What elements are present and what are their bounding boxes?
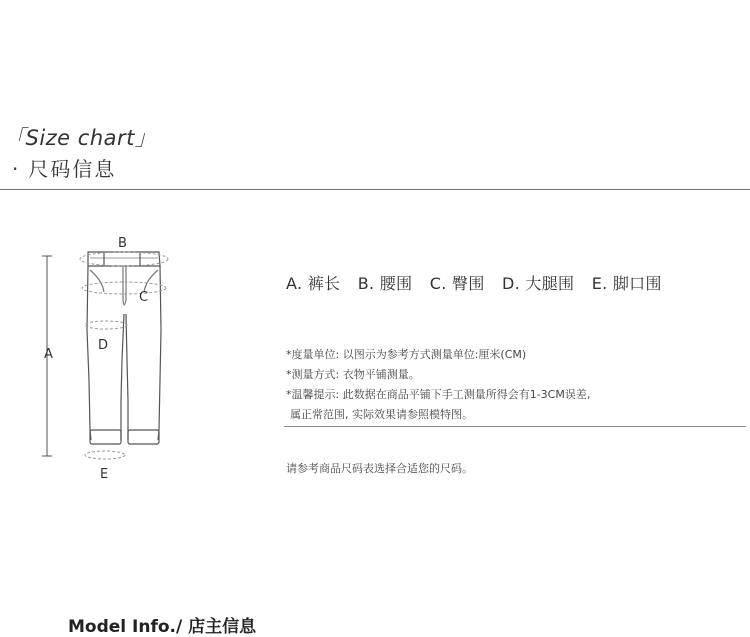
legend-item-length: A. 裤长 bbox=[286, 274, 341, 293]
size-chart-title-en: 「Size chart」 bbox=[4, 126, 157, 150]
notes-divider bbox=[284, 426, 746, 427]
measurement-legend bbox=[286, 271, 674, 294]
hip-measure-ellipse bbox=[82, 282, 166, 294]
model-info-heading: Model Info./ 店主信息 bbox=[68, 617, 257, 637]
trousers-diagram bbox=[30, 230, 200, 490]
hem-measure-ellipse bbox=[85, 451, 125, 459]
waist-measure-ellipse bbox=[80, 252, 168, 266]
note-tip-continued: 属正常范围, 实际效果请参照模特图。 bbox=[290, 408, 473, 421]
label-e: E bbox=[100, 467, 109, 482]
size-chart-title-cn bbox=[12, 153, 116, 182]
section-divider-top bbox=[0, 189, 750, 190]
title-cn-text: 尺码信息 bbox=[28, 157, 117, 181]
note-method: *测量方式: 衣物平铺测量。 bbox=[286, 368, 420, 381]
legend-item-hem: E. 脚口围 bbox=[591, 274, 662, 293]
label-b: B bbox=[118, 236, 127, 251]
label-a: A bbox=[44, 347, 53, 362]
legend-item-waist: B. 腰围 bbox=[357, 274, 413, 293]
title-bullet: · bbox=[12, 157, 21, 181]
label-d: D bbox=[98, 338, 109, 353]
legend-item-thigh: D. 大腿围 bbox=[502, 274, 575, 293]
size-reference-tip: 请参考商品尺码表选择合适您的尺码。 bbox=[286, 462, 473, 475]
note-tip: *温馨提示: 此数据在商品平铺下手工测量所得会有1-3CM误差, bbox=[286, 388, 591, 401]
label-c: C bbox=[139, 290, 149, 305]
measurement-notes bbox=[286, 345, 590, 425]
note-unit: *度量单位: 以图示为参考方式测量单位:厘米(CM) bbox=[286, 348, 527, 361]
legend-item-hip: C. 臀围 bbox=[429, 274, 485, 293]
thigh-measure-ellipse bbox=[85, 321, 127, 329]
